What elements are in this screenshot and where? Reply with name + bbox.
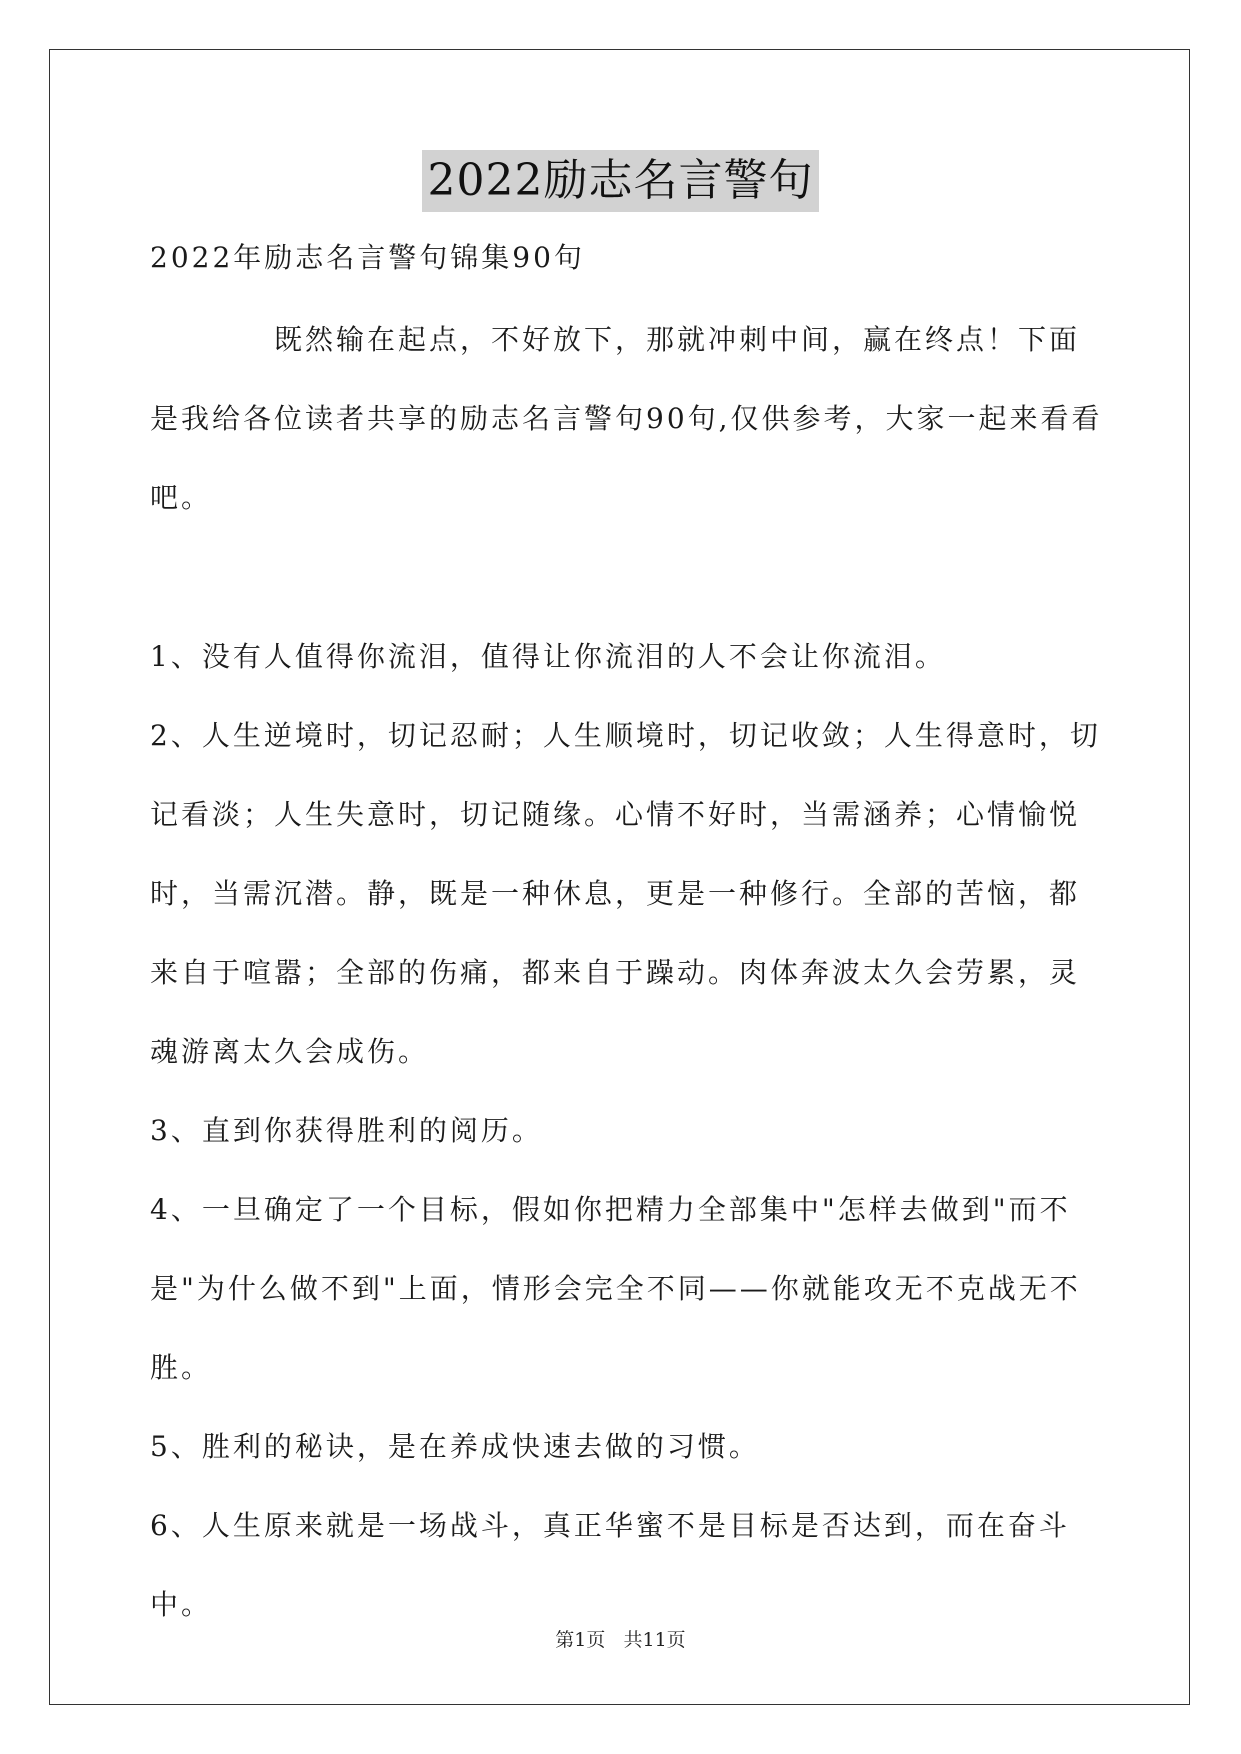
quote-item-1: 1、没有人值得你流泪，值得让你流泪的人不会让你流泪。 [150, 640, 946, 673]
quote-item-5: 5、胜利的秘诀，是在养成快速去做的习惯。 [150, 1430, 760, 1463]
title-area [0, 150, 1241, 212]
quote-item-4: 4、一旦确定了一个目标，假如你把精力全部集中"怎样去做到"而不是"为什么做不到"上面，情形会完全不同——你就能攻无不克战无不胜。 [150, 1193, 1081, 1384]
document-title: 2022励志名言警句 [422, 150, 820, 212]
quote-item-6: 6、人生原来就是一场战斗，真正华蜜不是目标是否达到，而在奋斗中。 [150, 1509, 1070, 1621]
document-body [150, 228, 1110, 1644]
quote-item-2: 2、人生逆境时，切记忍耐；人生顺境时，切记收敛；人生得意时，切记看淡；人生失意时，切记随缘。心情不好时，当需涵养；心情愉悦时，当需沉潜。静，既是一种休息，更是一种修行。全部的苦恼，都来自于喧嚣；全部的伤痛，都来自于躁动。肉体奔波太久会劳累，灵魂游离太久会成伤。 [150, 719, 1101, 1068]
intro-paragraph: 既然输在起点，不好放下，那就冲刺中间，赢在终点！下面是我给各位读者共享的励志名言警句90句,仅供参考，大家一起来看看吧。 [150, 323, 1103, 514]
page-footer: 第1页 共11页 [555, 1629, 686, 1651]
document-subtitle: 2022年励志名言警句锦集90句 [150, 241, 585, 274]
quote-item-3: 3、直到你获得胜利的阅历。 [150, 1114, 543, 1147]
paragraph-gap [150, 537, 1110, 617]
